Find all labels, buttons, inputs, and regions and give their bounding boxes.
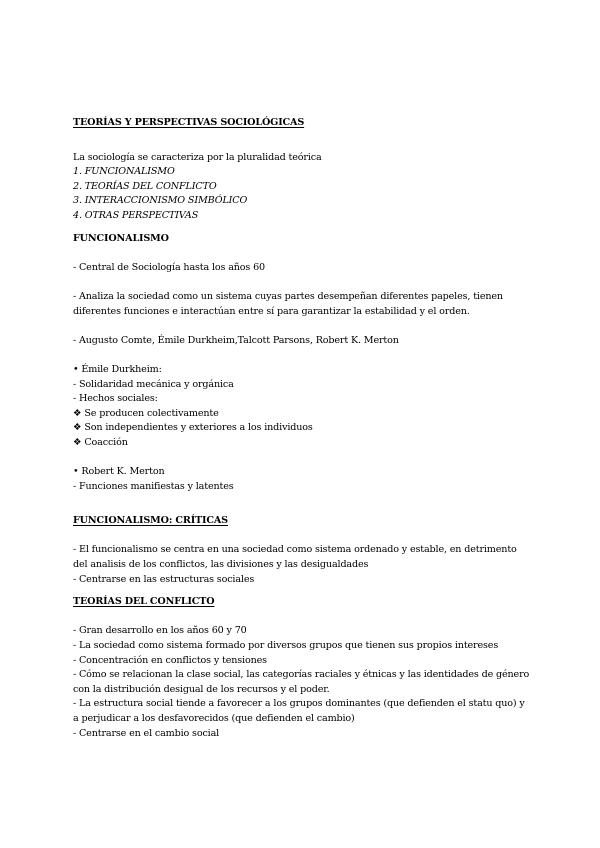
intro-lead: La sociología se caracteriza por la pluralidad teórica [73,151,322,163]
list-item: - La estructura social tiende a favorecer a los grupos dominantes (que defienden el statu quo) y a perjudicar a los desfavorecidos (que defienden el cambio) [73,698,525,724]
section-heading-funcionalismo: FUNCIONALISMO [73,232,169,244]
author-durkheim: • Émile Durkheim: [73,363,162,375]
list-item: - Concentración en conflictos y tensiones [73,654,267,666]
list-item: - Centrarse en el cambio social [73,727,220,739]
list-item: ❖ Son independientes y exteriores a los individuos [73,422,313,434]
paragraph: - Augusto Comte, Émile Durkheim,Talcott Parsons, Robert K. Merton [73,334,399,346]
intro-item: 1. FUNCIONALISMO [73,166,175,178]
paragraph: - Analiza la sociedad como un sistema cuyas partes desempeñan diferentes papeles, tienen diferentes funciones e interactúan entre sí para garantizar la estabilidad y el orden. [73,290,503,317]
section-heading-criticas: FUNCIONALISMO: CRÍTICAS [73,515,228,527]
paragraph: - El funcionalismo se centra en una sociedad como sistema ordenado y estable, en detrimento del analisis de los conflictos, las divisiones y las desigualdades [73,544,517,571]
list-item: - Hechos sociales: [73,393,158,405]
document-body [73,116,533,741]
intro-item: 3. INTERACCIONISMO SIMBÓLICO [73,195,248,207]
list-item: - Funciones manifiestas y latentes [73,480,234,492]
paragraph: - Central de Sociología hasta los años 60 [73,261,265,273]
list-item: - Solidaridad mecánica y orgánica [73,378,234,390]
intro-item: 4. OTRAS PERSPECTIVAS [73,209,199,221]
intro-item: 2. TEORÍAS DEL CONFLICTO [73,180,217,192]
list-item: - Gran desarrollo en los años 60 y 70 [73,625,247,637]
section-heading-conflicto: TEORÍAS DEL CONFLICTO [73,596,215,608]
author-merton: • Robert K. Merton [73,466,165,478]
list-item: - Cómo se relacionan la clase social, las categorías raciales y étnicas y las identidades de género con la distribución desigual de los recursos y el poder. [73,669,530,695]
list-item: - La sociedad como sistema formado por diversos grupos que tienen sus propios intereses [73,640,499,651]
paragraph: - Centrarse en las estructuras sociales [73,573,255,585]
list-item: ❖ Coacción [73,436,128,448]
document-title: TEORÍAS Y PERSPECTIVAS SOCIOLÓGICAS [73,117,305,128]
list-item: ❖ Se producen colectivamente [73,407,219,419]
